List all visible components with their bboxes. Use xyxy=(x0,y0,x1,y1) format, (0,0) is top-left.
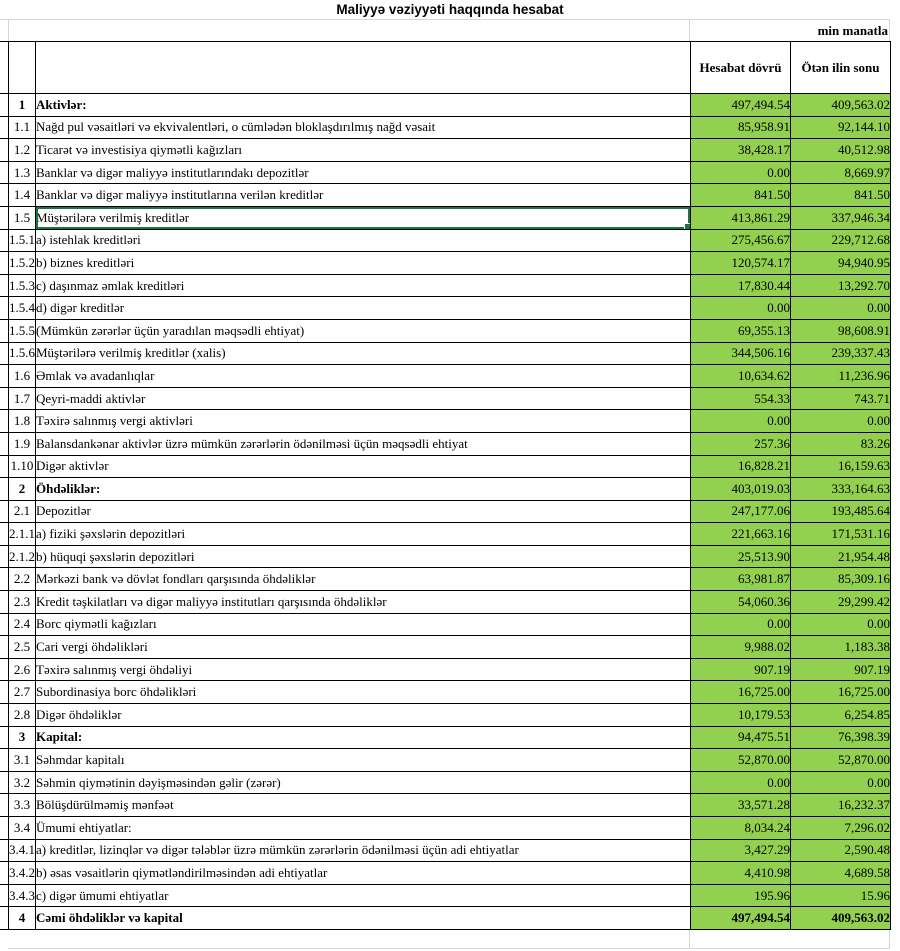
row-number-cell[interactable]: 1.5.6 xyxy=(9,342,36,365)
row-number-cell[interactable]: 3.1 xyxy=(9,749,36,772)
value-current-cell[interactable]: 10,179.53 xyxy=(691,704,791,727)
row-number-cell[interactable]: 3.2 xyxy=(9,771,36,794)
ghost-cell xyxy=(0,862,9,885)
row-number-cell[interactable]: 1.5.5 xyxy=(9,319,36,342)
value-current-cell[interactable]: 554.33 xyxy=(691,387,791,410)
table-row xyxy=(0,658,891,681)
table-row xyxy=(0,252,891,275)
ghost-cell xyxy=(0,636,9,659)
gridline xyxy=(8,948,890,949)
value-current-cell[interactable]: 257.36 xyxy=(691,432,791,455)
value-previous-cell[interactable]: 92,144.10 xyxy=(791,116,891,139)
row-number-cell[interactable]: 2.1.2 xyxy=(9,545,36,568)
value-current-cell[interactable]: 63,981.87 xyxy=(691,568,791,591)
table-row xyxy=(0,636,891,659)
row-number-cell[interactable]: 2.1 xyxy=(9,500,36,523)
value-previous-cell[interactable]: 16,725.00 xyxy=(791,681,891,704)
table-row xyxy=(0,365,891,388)
ghost-cell xyxy=(0,319,9,342)
row-label-cell[interactable]: Səhmdar kapitalı xyxy=(36,749,691,772)
value-previous-cell[interactable]: 1,183.38 xyxy=(791,636,891,659)
row-number-cell[interactable]: 2.8 xyxy=(9,704,36,727)
row-label-cell[interactable]: b) biznes kreditləri xyxy=(36,252,691,275)
table-row xyxy=(0,726,891,749)
ghost-cell xyxy=(0,749,9,772)
value-previous-cell[interactable]: 171,531.16 xyxy=(791,523,891,546)
table-row xyxy=(0,139,891,162)
table-row xyxy=(0,455,891,478)
row-label-cell[interactable]: Kapital: xyxy=(36,726,691,749)
row-label-cell[interactable]: Borc qiymətli kağızları xyxy=(36,613,691,636)
ghost-cell xyxy=(0,139,9,162)
value-previous-cell[interactable]: 239,337.43 xyxy=(791,342,891,365)
header-previous-period[interactable]: Ötən ilin sonu xyxy=(791,42,891,94)
row-label-cell[interactable]: (Mümkün zərərlər üçün yaradılan məqsədli ehtiyat) xyxy=(36,319,691,342)
table-row xyxy=(0,387,891,410)
row-label-cell[interactable]: Qeyri-maddi aktivlər xyxy=(36,387,691,410)
row-label-cell[interactable]: Banklar və digər maliyyə institutlarındakı depozitlər xyxy=(36,161,691,184)
row-number-cell[interactable]: 1.5.2 xyxy=(9,252,36,275)
row-label-cell[interactable]: Subordinasiya borc öhdəlikləri xyxy=(36,681,691,704)
value-previous-cell[interactable]: 0.00 xyxy=(791,771,891,794)
table-row xyxy=(0,862,891,885)
ghost-cell xyxy=(0,478,9,501)
ghost-cell xyxy=(0,365,9,388)
row-label-cell[interactable]: Digər aktivlər xyxy=(36,455,691,478)
value-previous-cell[interactable]: 333,164.63 xyxy=(791,478,891,501)
row-label-cell[interactable]: Səhmin qiymətinin dəyişməsindən gəlir (zərər) xyxy=(36,771,691,794)
value-previous-cell[interactable]: 52,870.00 xyxy=(791,749,891,772)
ghost-cell xyxy=(0,591,9,614)
row-label-cell[interactable]: Depozitlər xyxy=(36,500,691,523)
row-label-cell[interactable]: Cari vergi öhdəlikləri xyxy=(36,636,691,659)
value-previous-cell[interactable]: 8,669.97 xyxy=(791,161,891,184)
value-current-cell[interactable]: 85,958.91 xyxy=(691,116,791,139)
value-current-cell[interactable]: 33,571.28 xyxy=(691,794,791,817)
row-number-cell[interactable]: 1 xyxy=(9,94,36,117)
value-current-cell[interactable]: 0.00 xyxy=(691,297,791,320)
ghost-cell xyxy=(0,229,9,252)
table-row xyxy=(0,794,891,817)
value-previous-cell[interactable]: 85,309.16 xyxy=(791,568,891,591)
ghost-cell xyxy=(0,613,9,636)
value-current-cell[interactable]: 221,663.16 xyxy=(691,523,791,546)
row-label-cell[interactable]: d) digər kreditlər xyxy=(36,297,691,320)
ghost-cell xyxy=(0,116,9,139)
row-label-cell[interactable]: Kredit təşkilatları və digər maliyyə institutları qarşısında öhdəliklər xyxy=(36,591,691,614)
value-previous-cell[interactable]: 40,512.98 xyxy=(791,139,891,162)
value-previous-cell[interactable]: 7,296.02 xyxy=(791,817,891,840)
row-number-cell[interactable]: 2.5 xyxy=(9,636,36,659)
row-number-cell[interactable]: 4 xyxy=(9,907,36,930)
ghost-cell xyxy=(0,545,9,568)
ghost-cell xyxy=(0,907,9,930)
header-row xyxy=(0,42,891,94)
value-current-cell[interactable]: 120,574.17 xyxy=(691,252,791,275)
row-number-cell[interactable]: 1.7 xyxy=(9,387,36,410)
value-current-cell[interactable]: 38,428.17 xyxy=(691,139,791,162)
ghost-cell xyxy=(0,568,9,591)
value-current-cell[interactable]: 497,494.54 xyxy=(691,907,791,930)
row-label-cell[interactable]: Banklar və digər maliyyə institutlarına verilən kreditlər xyxy=(36,184,691,207)
row-label-cell[interactable]: c) digər ümumi ehtiyatlar xyxy=(36,884,691,907)
gridline xyxy=(689,930,690,948)
value-current-cell[interactable]: 9,988.02 xyxy=(691,636,791,659)
ghost-cell xyxy=(0,726,9,749)
ghost-cell xyxy=(0,704,9,727)
value-previous-cell[interactable]: 76,398.39 xyxy=(791,726,891,749)
table-row xyxy=(0,681,891,704)
value-previous-cell[interactable]: 6,254.85 xyxy=(791,704,891,727)
value-current-cell[interactable]: 4,410.98 xyxy=(691,862,791,885)
ghost-cell xyxy=(0,387,9,410)
row-number-cell[interactable]: 2.6 xyxy=(9,658,36,681)
value-previous-cell[interactable]: 13,292.70 xyxy=(791,274,891,297)
row-number-cell[interactable]: 2 xyxy=(9,478,36,501)
row-number-cell[interactable]: 2.4 xyxy=(9,613,36,636)
value-current-cell[interactable]: 16,828.21 xyxy=(691,455,791,478)
value-previous-cell[interactable]: 83.26 xyxy=(791,432,891,455)
row-number-cell[interactable]: 3.4.3 xyxy=(9,884,36,907)
row-label-cell[interactable]: Aktivlər: xyxy=(36,94,691,117)
value-previous-cell[interactable]: 743.71 xyxy=(791,387,891,410)
table-row xyxy=(0,206,891,229)
table-row xyxy=(0,749,891,772)
value-current-cell[interactable]: 16,725.00 xyxy=(691,681,791,704)
table-row xyxy=(0,839,891,862)
value-current-cell[interactable]: 3,427.29 xyxy=(691,839,791,862)
row-number-cell[interactable]: 1.3 xyxy=(9,161,36,184)
row-number-cell[interactable]: 3.4.1 xyxy=(9,839,36,862)
value-previous-cell[interactable]: 94,940.95 xyxy=(791,252,891,275)
ghost-cell xyxy=(0,342,9,365)
ghost-cell xyxy=(0,658,9,681)
ghost-cell xyxy=(0,794,9,817)
financial-statement-table xyxy=(0,41,891,930)
header-number-cell[interactable] xyxy=(9,42,36,94)
table-row xyxy=(0,410,891,433)
table-row xyxy=(0,591,891,614)
value-current-cell[interactable]: 54,060.36 xyxy=(691,591,791,614)
row-number-cell[interactable]: 1.8 xyxy=(9,410,36,433)
table-row xyxy=(0,613,891,636)
row-label-cell[interactable]: b) hüquqi şəxslərin depozitləri xyxy=(36,545,691,568)
value-current-cell[interactable]: 69,355.13 xyxy=(691,319,791,342)
row-label-cell[interactable]: Bölüşdürülməmiş mənfəət xyxy=(36,794,691,817)
value-current-cell[interactable]: 403,019.03 xyxy=(691,478,791,501)
value-current-cell[interactable]: 195.96 xyxy=(691,884,791,907)
row-label-cell[interactable]: Təxirə salınmış vergi aktivləri xyxy=(36,410,691,433)
value-previous-cell[interactable]: 337,946.34 xyxy=(791,206,891,229)
value-current-cell[interactable]: 8,034.24 xyxy=(691,817,791,840)
value-current-cell[interactable]: 907.19 xyxy=(691,658,791,681)
row-label-cell[interactable]: a) kreditlər, lizinqlər və digər tələblər üzrə mümkün zərərlərin ödənilməsi üçün adi ehtiyatlar xyxy=(36,839,691,862)
ghost-cell xyxy=(0,206,9,229)
value-previous-cell[interactable]: 15.96 xyxy=(791,884,891,907)
table-row xyxy=(0,94,891,117)
ghost-cell xyxy=(0,500,9,523)
row-label-cell[interactable]: c) daşınmaz əmlak kreditləri xyxy=(36,274,691,297)
value-previous-cell[interactable]: 29,299.42 xyxy=(791,591,891,614)
row-label-cell[interactable]: Mərkəzi bank və dövlət fondları qarşısında öhdəliklər xyxy=(36,568,691,591)
value-previous-cell[interactable]: 409,563.02 xyxy=(791,94,891,117)
row-number-cell[interactable]: 2.7 xyxy=(9,681,36,704)
table-row xyxy=(0,297,891,320)
value-current-cell[interactable]: 0.00 xyxy=(691,410,791,433)
ghost-cell xyxy=(0,252,9,275)
header-label-cell[interactable] xyxy=(36,42,691,94)
value-current-cell[interactable]: 0.00 xyxy=(691,161,791,184)
row-label-cell[interactable]: a) istehlak kreditləri xyxy=(36,229,691,252)
row-label-cell[interactable]: Ümumi ehtiyatlar: xyxy=(36,817,691,840)
value-previous-cell[interactable]: 409,563.02 xyxy=(791,907,891,930)
table-row xyxy=(0,704,891,727)
value-previous-cell[interactable]: 16,159.63 xyxy=(791,455,891,478)
row-number-cell[interactable]: 1.4 xyxy=(9,184,36,207)
row-number-cell[interactable]: 1.6 xyxy=(9,365,36,388)
row-number-cell[interactable]: 2.2 xyxy=(9,568,36,591)
ghost-cell xyxy=(0,94,9,117)
row-label-cell[interactable]: Müştərilərə verilmiş kreditlər xyxy=(36,206,691,229)
ghost-cell xyxy=(0,410,9,433)
value-previous-cell[interactable]: 2,590.48 xyxy=(791,839,891,862)
table-row xyxy=(0,907,891,930)
header-current-period[interactable]: Hesabat dövrü xyxy=(691,42,791,94)
row-number-cell[interactable]: 2.3 xyxy=(9,591,36,614)
row-label-cell[interactable]: a) fiziki şəxslərin depozitləri xyxy=(36,523,691,546)
row-number-cell[interactable]: 1.9 xyxy=(9,432,36,455)
value-current-cell[interactable]: 413,861.29 xyxy=(691,206,791,229)
row-label-cell[interactable]: Balansdankənar aktivlər üzrə mümkün zərərlərin ödənilməsi üçün məqsədli ehtiyat xyxy=(36,432,691,455)
table-row xyxy=(0,319,891,342)
row-number-cell[interactable]: 1.1 xyxy=(9,116,36,139)
row-label-cell[interactable]: Digər öhdəliklər xyxy=(36,704,691,727)
value-previous-cell[interactable]: 11,236.96 xyxy=(791,365,891,388)
table-row xyxy=(0,771,891,794)
row-label-cell[interactable]: b) əsas vəsaitlərin qiymətləndirilməsindən adi ehtiyatlar xyxy=(36,862,691,885)
table-row xyxy=(0,817,891,840)
value-current-cell[interactable]: 275,456.67 xyxy=(691,229,791,252)
value-current-cell[interactable]: 0.00 xyxy=(691,771,791,794)
value-previous-cell[interactable]: 4,689.58 xyxy=(791,862,891,885)
row-number-cell[interactable]: 1.5.4 xyxy=(9,297,36,320)
value-current-cell[interactable]: 0.00 xyxy=(691,613,791,636)
ghost-cell xyxy=(0,274,9,297)
table-row xyxy=(0,274,891,297)
gridline xyxy=(689,19,690,41)
row-number-cell[interactable]: 1.5.1 xyxy=(9,229,36,252)
value-current-cell[interactable]: 497,494.54 xyxy=(691,94,791,117)
row-label-cell[interactable]: Əmlak və avadanlıqlar xyxy=(36,365,691,388)
row-label-cell[interactable]: Ticarət və investisiya qiymətli kağızları xyxy=(36,139,691,162)
value-current-cell[interactable]: 94,475.51 xyxy=(691,726,791,749)
row-number-cell[interactable]: 3.3 xyxy=(9,794,36,817)
table-row xyxy=(0,116,891,139)
row-number-cell[interactable]: 3.4.2 xyxy=(9,862,36,885)
row-number-cell[interactable]: 1.5.3 xyxy=(9,274,36,297)
row-label-cell[interactable]: Öhdəliklər: xyxy=(36,478,691,501)
table-row xyxy=(0,568,891,591)
value-current-cell[interactable]: 25,513.90 xyxy=(691,545,791,568)
ghost-cell xyxy=(0,681,9,704)
table-row xyxy=(0,500,891,523)
value-previous-cell[interactable]: 98,608.91 xyxy=(791,319,891,342)
value-previous-cell[interactable]: 16,232.37 xyxy=(791,794,891,817)
ghost-cell xyxy=(0,455,9,478)
header-ghost-cell xyxy=(0,42,9,94)
value-previous-cell[interactable]: 0.00 xyxy=(791,410,891,433)
row-number-cell[interactable]: 3 xyxy=(9,726,36,749)
row-label-cell[interactable]: Nağd pul vəsaitləri və ekvivalentləri, o cümlədən bloklaşdırılmış nağd vəsait xyxy=(36,116,691,139)
table-row xyxy=(0,478,891,501)
value-previous-cell[interactable]: 0.00 xyxy=(791,297,891,320)
row-number-cell[interactable]: 1.5 xyxy=(9,206,36,229)
ghost-cell xyxy=(0,297,9,320)
value-current-cell[interactable]: 17,830.44 xyxy=(691,274,791,297)
ghost-cell xyxy=(0,523,9,546)
row-number-cell[interactable]: 1.2 xyxy=(9,139,36,162)
table-row xyxy=(0,523,891,546)
table-row xyxy=(0,432,891,455)
table-row xyxy=(0,342,891,365)
ghost-cell xyxy=(0,161,9,184)
value-current-cell[interactable]: 841.50 xyxy=(691,184,791,207)
ghost-cell xyxy=(0,839,9,862)
ghost-cell xyxy=(0,184,9,207)
row-number-cell[interactable]: 3.4 xyxy=(9,817,36,840)
table-row xyxy=(0,184,891,207)
gridline xyxy=(8,19,9,41)
table-row xyxy=(0,545,891,568)
table-row xyxy=(0,229,891,252)
value-current-cell[interactable]: 247,177.06 xyxy=(691,500,791,523)
gridline xyxy=(889,19,890,41)
ghost-cell xyxy=(0,771,9,794)
table-row xyxy=(0,884,891,907)
unit-label: min manatla xyxy=(0,19,890,42)
value-previous-cell[interactable]: 841.50 xyxy=(791,184,891,207)
ghost-cell xyxy=(0,817,9,840)
value-current-cell[interactable]: 344,506.16 xyxy=(691,342,791,365)
row-number-cell[interactable]: 1.10 xyxy=(9,455,36,478)
table-body xyxy=(0,94,891,930)
value-previous-cell[interactable]: 907.19 xyxy=(791,658,891,681)
value-previous-cell[interactable]: 0.00 xyxy=(791,613,891,636)
value-current-cell[interactable]: 52,870.00 xyxy=(691,749,791,772)
gridline xyxy=(889,930,890,948)
value-previous-cell[interactable]: 229,712.68 xyxy=(791,229,891,252)
table-header xyxy=(0,42,891,94)
value-previous-cell[interactable]: 193,485.64 xyxy=(791,500,891,523)
row-label-cell[interactable]: Təxirə salınmış vergi öhdəliyi xyxy=(36,658,691,681)
value-current-cell[interactable]: 10,634.62 xyxy=(691,365,791,388)
ghost-cell xyxy=(0,432,9,455)
report-title: Maliyyə vəziyyəti haqqında hesabat xyxy=(336,2,564,17)
row-number-cell[interactable]: 2.1.1 xyxy=(9,523,36,546)
value-previous-cell[interactable]: 21,954.48 xyxy=(791,545,891,568)
row-label-cell[interactable]: Müştərilərə verilmiş kreditlər (xalis) xyxy=(36,342,691,365)
ghost-cell xyxy=(0,884,9,907)
row-label-cell[interactable]: Cəmi öhdəliklər və kapital xyxy=(36,907,691,930)
table-row xyxy=(0,161,891,184)
